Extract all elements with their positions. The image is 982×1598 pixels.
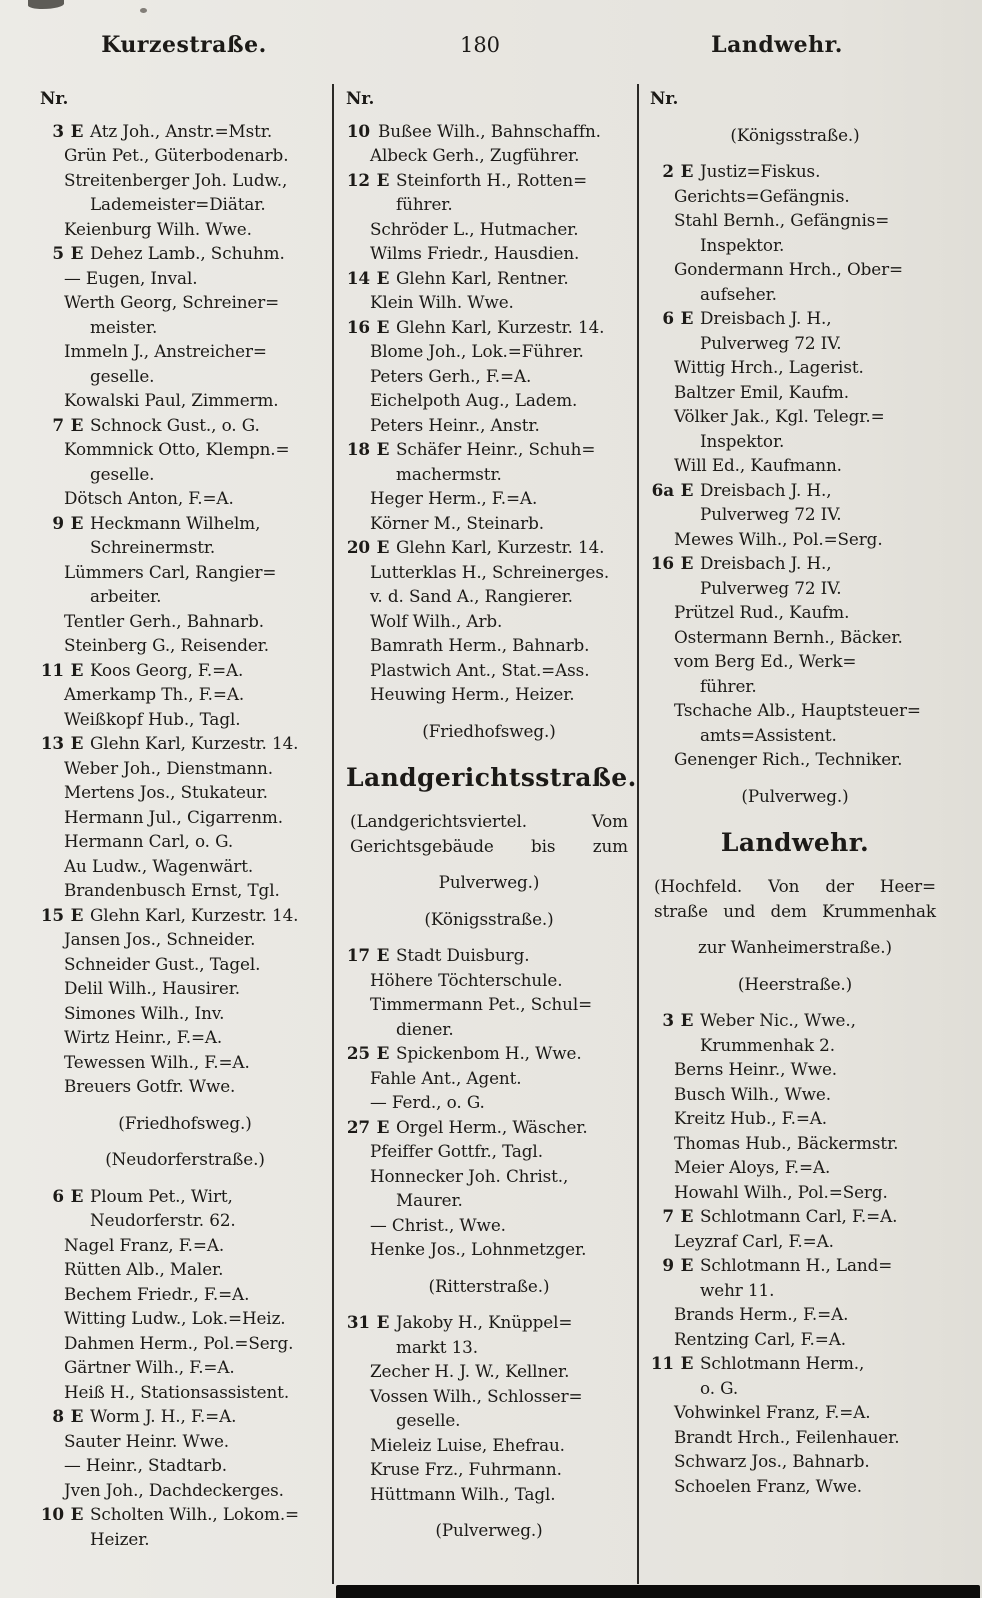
resident-line: Henke Jos., Lohnmetzger. — [370, 1239, 587, 1259]
house-number: 25 — [346, 1043, 370, 1063]
cross-street-label: (Ritterstraße.) — [428, 1275, 550, 1296]
house-number: 15 — [40, 904, 64, 925]
owner-marker: E — [376, 169, 390, 190]
owner-entry-line — [650, 551, 940, 576]
continuation-line: Heizer. — [90, 1528, 150, 1549]
house-number: 7 — [52, 414, 64, 435]
resident-line: Bamrath Herm., Bahnarb. — [370, 635, 590, 655]
column-divider-2 — [637, 84, 639, 1584]
continuation-line: machermstr. — [396, 463, 502, 484]
resident-line: Amerkamp Th., F.=A. — [64, 684, 245, 704]
owner-entry-line — [40, 658, 330, 683]
nr-column-label: Nr. — [40, 88, 69, 108]
house-number: 11 — [650, 1353, 674, 1373]
owner-marker: E — [680, 1353, 694, 1373]
owner-entry-line — [650, 1008, 940, 1033]
resident-line: Honnecker Joh. Christ., — [370, 1165, 569, 1186]
resident-line: Körner M., Steinarb. — [370, 512, 544, 533]
house-number: 8 — [52, 1406, 64, 1426]
owner-marker: E — [680, 479, 694, 500]
resident-line: Werth Georg, Schreiner= — [64, 292, 280, 312]
cross-street-label: (Neudorferstraße.) — [105, 1149, 265, 1169]
owner-marker: E — [70, 733, 84, 753]
house-number: 2 — [662, 161, 674, 181]
entry-text: Schäfer Heinr., Schuh= — [396, 439, 596, 459]
scan-speck-artifact — [140, 8, 147, 13]
street-heading: Landwehr. — [720, 828, 870, 857]
resident-line: Brandt Hrch., Feilenhauer. — [674, 1426, 900, 1447]
house-number: 27 — [346, 1116, 370, 1137]
resident-line: Simones Wilh., Inv. — [64, 1002, 225, 1023]
owner-entry-line — [346, 1041, 632, 1066]
owner-entry-line — [346, 535, 632, 560]
entry-text: Justiz=Fiskus. — [700, 161, 821, 181]
resident-line: Howahl Wilh., Pol.=Serg. — [674, 1181, 888, 1202]
resident-line: Au Ludw., Wagenwärt. — [64, 855, 254, 876]
continuation-line: geselle. — [90, 365, 155, 386]
resident-line: Jansen Jos., Schneider. — [64, 929, 256, 949]
entry-text: Stadt Duisburg. — [396, 945, 530, 965]
owner-entry-line — [40, 119, 330, 144]
entry-text: Glehn Karl, Kurzestr. 14. — [396, 537, 605, 557]
resident-line: Rütten Alb., Maler. — [64, 1259, 224, 1279]
resident-line: — Christ., Wwe. — [370, 1214, 506, 1235]
owner-entry-line — [346, 437, 632, 462]
house-number: 6a — [651, 479, 674, 500]
resident-line: Gondermann Hrch., Ober= — [674, 259, 903, 279]
continuation-line: Pulverweg 72 IV. — [700, 577, 842, 598]
continuation-line: markt 13. — [396, 1336, 478, 1357]
continuation-line: Inspektor. — [700, 430, 785, 451]
resident-line: Baltzer Emil, Kaufm. — [674, 381, 849, 402]
house-number: 5 — [52, 243, 64, 263]
resident-line: Hermann Jul., Cigarrenm. — [64, 806, 283, 827]
resident-line: Prützel Rud., Kaufm. — [674, 602, 850, 622]
continuation-line: aufseher. — [700, 283, 777, 304]
entry-text: Ploum Pet., Wirt, — [90, 1185, 233, 1206]
entry-text: Atz Joh., Anstr.=Mstr. — [90, 120, 273, 141]
owner-marker: E — [680, 553, 694, 573]
owner-entry-line — [650, 159, 940, 184]
resident-line: Völker Jak., Kgl. Telegr.= — [674, 406, 885, 426]
entry-text: Dehez Lamb., Schuhm. — [90, 243, 285, 263]
entry-text: Glehn Karl, Rentner. — [396, 267, 569, 288]
cross-street-label: (Königsstraße.) — [730, 124, 860, 145]
owner-entry-line — [40, 731, 330, 756]
page-number: 180 — [459, 33, 501, 57]
resident-line: Peters Heinr., Anstr. — [370, 414, 540, 435]
house-number: 9 — [52, 512, 64, 533]
resident-line: Brands Herm., F.=A. — [674, 1304, 849, 1324]
street-note-line: (Hochfeld. Von der Heer= — [654, 876, 936, 896]
house-number: 13 — [40, 733, 64, 753]
resident-line: Meier Aloys, F.=A. — [674, 1157, 831, 1177]
owner-entry-line — [346, 119, 632, 144]
owner-marker: E — [680, 1206, 694, 1226]
resident-line: Blome Joh., Lok.=Führer. — [370, 341, 584, 361]
resident-line: Berns Heinr., Wwe. — [674, 1059, 838, 1079]
house-number: 18 — [346, 439, 370, 459]
resident-line: Mieleiz Luise, Ehefrau. — [370, 1434, 565, 1455]
house-number: 12 — [346, 169, 370, 190]
directory-column-2 — [346, 86, 637, 1555]
cross-street-label: Pulverweg.) — [438, 872, 540, 892]
owner-marker: E — [376, 945, 390, 965]
resident-line: — Ferd., o. G. — [370, 1092, 485, 1112]
owner-marker: E — [70, 414, 84, 435]
street-note-line: straße und dem Krummenhak — [654, 900, 936, 921]
continuation-line: Inspektor. — [700, 234, 785, 255]
owner-entry-line — [650, 1351, 940, 1376]
owner-marker: E — [376, 439, 390, 459]
resident-line: Wolf Wilh., Arb. — [370, 610, 503, 631]
resident-line: Schoelen Franz, Wwe. — [674, 1475, 863, 1496]
resident-line: Will Ed., Kaufmann. — [674, 455, 842, 475]
house-number: 10 — [40, 1504, 64, 1524]
cross-street-label: (Friedhofsweg.) — [422, 720, 556, 741]
resident-line: Busch Wilh., Wwe. — [674, 1083, 831, 1104]
owner-entry-line — [40, 241, 330, 266]
entry-text: Jakoby H., Knüppel= — [396, 1312, 573, 1332]
resident-line: Kreitz Hub., F.=A. — [674, 1108, 828, 1128]
owner-entry-line — [346, 1115, 632, 1140]
owner-marker: E — [680, 161, 694, 181]
resident-line: Fahle Ant., Agent. — [370, 1067, 522, 1088]
entry-text: Schlotmann Herm., — [700, 1353, 865, 1373]
resident-line: Pfeiffer Gottfr., Tagl. — [370, 1141, 543, 1161]
continuation-line: Neudorferstr. 62. — [90, 1210, 236, 1230]
resident-line: vom Berg Ed., Werk= — [674, 651, 857, 671]
resident-line: — Eugen, Inval. — [64, 267, 198, 288]
resident-line: Wirtz Heinr., F.=A. — [64, 1027, 223, 1047]
cross-street-label: zur Wanheimerstraße.) — [698, 937, 892, 957]
resident-line: Weber Joh., Dienstmann. — [64, 757, 273, 778]
resident-line: Kommnick Otto, Klempn.= — [64, 439, 290, 459]
continuation-line: amts=Assistent. — [700, 724, 837, 745]
resident-line: Kruse Frz., Fuhrmann. — [370, 1459, 562, 1479]
owner-marker: E — [376, 1043, 390, 1063]
entry-text: Orgel Herm., Wäscher. — [396, 1116, 588, 1137]
resident-line: Höhere Töchterschule. — [370, 969, 563, 990]
house-number: 16 — [650, 553, 674, 573]
house-number: 6 — [662, 308, 674, 328]
resident-line: Sauter Heinr. Wwe. — [64, 1430, 230, 1451]
resident-line: Vossen Wilh., Schlosser= — [370, 1385, 583, 1406]
owner-marker: E — [680, 1010, 694, 1030]
resident-line: Nagel Franz, F.=A. — [64, 1234, 225, 1255]
directory-column-1 — [40, 86, 330, 1551]
continuation-line: führer. — [700, 675, 757, 696]
house-number: 3 — [662, 1010, 674, 1030]
continuation-line: Krummenhak 2. — [700, 1034, 835, 1055]
continuation-line: Maurer. — [396, 1190, 463, 1210]
entry-text: Bußee Wilh., Bahnschaffn. — [378, 120, 601, 141]
house-number: 17 — [346, 945, 370, 965]
owner-entry-line — [346, 266, 632, 291]
house-number: 7 — [662, 1206, 674, 1226]
nr-column-label: Nr. — [346, 88, 375, 108]
resident-line: Ostermann Bernh., Bäcker. — [674, 626, 903, 647]
resident-line: Eichelpoth Aug., Ladem. — [370, 390, 578, 410]
owner-entry-line — [40, 1404, 330, 1429]
owner-marker: E — [70, 120, 84, 141]
owner-entry-line — [40, 511, 330, 536]
entry-text: Heckmann Wilhelm, — [90, 512, 261, 533]
owner-entry-line — [650, 1204, 940, 1229]
owner-entry-line — [40, 1184, 330, 1209]
resident-line: Immeln J., Anstreicher= — [64, 341, 267, 361]
entry-text: Scholten Wilh., Lokom.= — [90, 1504, 300, 1524]
resident-line: Mertens Jos., Stukateur. — [64, 782, 268, 802]
resident-line: Brandenbusch Ernst, Tgl. — [64, 880, 280, 900]
owner-entry-line — [650, 306, 940, 331]
continuation-line: arbeiter. — [90, 586, 162, 606]
continuation-line: geselle. — [396, 1410, 461, 1430]
entry-text: Schnock Gust., o. G. — [90, 414, 260, 435]
owner-marker: E — [70, 243, 84, 263]
entry-text: Steinforth H., Rotten= — [396, 169, 588, 190]
resident-line: Weißkopf Hub., Tagl. — [64, 708, 241, 729]
resident-line: Kowalski Paul, Zimmerm. — [64, 390, 279, 410]
house-number: 6 — [52, 1185, 64, 1206]
owner-marker: E — [70, 1406, 84, 1426]
cross-street-label: (Heerstraße.) — [737, 973, 853, 994]
owner-marker: E — [680, 1255, 694, 1275]
continuation-line: Lademeister=Diätar. — [90, 194, 266, 214]
resident-line: Albeck Gerh., Zugführer. — [370, 145, 580, 165]
resident-line: Dahmen Herm., Pol.=Serg. — [64, 1332, 294, 1353]
street-note-line: Gerichtsgebäude bis zum — [350, 835, 628, 856]
resident-line: Dötsch Anton, F.=A. — [64, 488, 234, 508]
owner-entry-line — [40, 1502, 330, 1527]
resident-line: Gärtner Wilh., F.=A. — [64, 1357, 235, 1377]
owner-marker: E — [376, 316, 390, 337]
owner-entry-line — [40, 903, 330, 928]
directory-column-3 — [650, 86, 940, 1498]
resident-line: Grün Pet., Güterbodenarb. — [64, 145, 289, 165]
owner-entry-line — [346, 943, 632, 968]
resident-line: Wittig Hrch., Lagerist. — [674, 357, 864, 377]
owner-entry-line — [650, 478, 940, 503]
resident-line: Schneider Gust., Tagel. — [64, 953, 261, 974]
column-divider-1 — [332, 84, 334, 1584]
resident-line: Klein Wilh. Wwe. — [370, 292, 514, 312]
entry-text: Worm J. H., F.=A. — [90, 1406, 237, 1426]
resident-line: Lümmers Carl, Rangier= — [64, 561, 277, 582]
owner-marker: E — [70, 512, 84, 533]
resident-line: Tentler Gerh., Bahnarb. — [64, 610, 264, 631]
owner-entry-line — [346, 315, 632, 340]
house-number: 10 — [346, 120, 370, 141]
resident-line: Peters Gerh., F.=A. — [370, 365, 532, 386]
scan-ink-artifact — [28, 0, 64, 9]
entry-text: Spickenbom H., Wwe. — [396, 1043, 582, 1063]
entry-text: Koos Georg, F.=A. — [90, 659, 244, 680]
continuation-line: Schreinermstr. — [90, 537, 216, 557]
entry-text: Dreisbach J. H., — [700, 308, 832, 328]
entry-text: Glehn Karl, Kurzestr. 14. — [396, 316, 605, 337]
entry-text: Glehn Karl, Kurzestr. 14. — [90, 904, 299, 925]
owner-entry-line — [346, 1310, 632, 1335]
house-number: 16 — [346, 316, 370, 337]
house-number: 31 — [346, 1312, 370, 1332]
resident-line: Vohwinkel Franz, F.=A. — [674, 1402, 871, 1422]
resident-line: Genenger Rich., Techniker. — [674, 749, 903, 769]
owner-marker: E — [70, 1185, 84, 1206]
resident-line: Schwarz Jos., Bahnarb. — [674, 1451, 870, 1471]
resident-line: Thomas Hub., Bäckermstr. — [674, 1132, 899, 1153]
resident-line: Tschache Alb., Hauptsteuer= — [674, 700, 921, 720]
owner-marker: E — [376, 537, 390, 557]
running-head-right-street: Landwehr. — [711, 32, 843, 58]
owner-entry-line — [650, 1253, 940, 1278]
resident-line: Heger Herm., F.=A. — [370, 488, 538, 508]
cross-street-label: (Pulverweg.) — [435, 1520, 543, 1540]
continuation-line: meister. — [90, 316, 158, 337]
cross-street-label: (Pulverweg.) — [741, 785, 849, 806]
continuation-line: führer. — [396, 194, 453, 214]
resident-line: Heiß H., Stationsassistent. — [64, 1381, 290, 1402]
owner-entry-line — [346, 168, 632, 193]
owner-marker: E — [680, 308, 694, 328]
resident-line: Leyzraf Carl, F.=A. — [674, 1230, 834, 1251]
owner-marker: E — [376, 267, 390, 288]
house-number: 11 — [40, 659, 64, 680]
resident-line: Jven Joh., Dachdeckerges. — [64, 1479, 284, 1500]
entry-text: Schlotmann H., Land= — [700, 1255, 893, 1275]
resident-line: Hermann Carl, o. G. — [64, 831, 234, 851]
owner-marker: E — [70, 1504, 84, 1524]
resident-line: Mewes Wilh., Pol.=Serg. — [674, 528, 883, 549]
running-head-left-street: Kurzestraße. — [101, 32, 267, 58]
resident-line: Gerichts=Gefängnis. — [674, 185, 850, 206]
continuation-line: Pulverweg 72 IV. — [700, 504, 842, 524]
owner-marker: E — [376, 1116, 390, 1137]
resident-line: Delil Wilh., Hausirer. — [64, 978, 241, 998]
house-number: 14 — [346, 267, 370, 288]
entry-text: Glehn Karl, Kurzestr. 14. — [90, 733, 299, 753]
entry-text: Weber Nic., Wwe., — [700, 1010, 856, 1030]
entry-text: Schlotmann Carl, F.=A. — [700, 1206, 898, 1226]
resident-line: Bechem Friedr., F.=A. — [64, 1283, 250, 1304]
owner-marker: E — [70, 904, 84, 925]
cross-street-label: (Königsstraße.) — [424, 908, 554, 929]
resident-line: Rentzing Carl, F.=A. — [674, 1328, 846, 1349]
resident-line: Witting Ludw., Lok.=Heiz. — [64, 1308, 286, 1328]
owner-entry-line — [40, 413, 330, 438]
resident-line: Streitenberger Joh. Ludw., — [64, 169, 288, 190]
house-number: 9 — [662, 1255, 674, 1275]
resident-line: Steinberg G., Reisender. — [64, 635, 269, 655]
resident-line: v. d. Sand A., Rangierer. — [370, 586, 573, 606]
continuation-line: wehr 11. — [700, 1279, 775, 1300]
entry-text: Dreisbach J. H., — [700, 553, 832, 573]
street-heading: Landgerichtsstraße. — [346, 763, 637, 792]
resident-line: Lutterklas H., Schreinerges. — [370, 561, 610, 582]
cross-street-label: (Friedhofsweg.) — [118, 1112, 252, 1133]
resident-line: Zecher H. J. W., Kellner. — [370, 1361, 570, 1381]
nr-column-label: Nr. — [650, 88, 679, 108]
resident-line: Stahl Bernh., Gefängnis= — [674, 210, 890, 230]
resident-line: Timmermann Pet., Schul= — [370, 994, 593, 1014]
resident-line: — Heinr., Stadtarb. — [64, 1455, 227, 1475]
continuation-line: o. G. — [700, 1377, 739, 1398]
resident-line: Tewessen Wilh., F.=A. — [64, 1051, 250, 1072]
resident-line: Breuers Gotfr. Wwe. — [64, 1076, 236, 1096]
owner-marker: E — [376, 1312, 390, 1332]
continuation-line: geselle. — [90, 463, 155, 484]
entry-text: Dreisbach J. H., — [700, 479, 832, 500]
house-number: 20 — [346, 537, 370, 557]
continuation-line: Pulverweg 72 IV. — [700, 332, 842, 353]
continuation-line: diener. — [396, 1018, 454, 1039]
resident-line: Heuwing Herm., Heizer. — [370, 684, 575, 704]
resident-line: Hüttmann Wilh., Tagl. — [370, 1483, 556, 1504]
scan-edge-bar-artifact — [336, 1585, 980, 1598]
resident-line: Schröder L., Hutmacher. — [370, 218, 579, 239]
house-number: 3 — [52, 120, 64, 141]
resident-line: Plastwich Ant., Stat.=Ass. — [370, 659, 590, 680]
resident-line: Keienburg Wilh. Wwe. — [64, 218, 252, 239]
street-note-line: (Landgerichtsviertel. Vom — [350, 811, 628, 831]
owner-marker: E — [70, 659, 84, 680]
resident-line: Wilms Friedr., Hausdien. — [370, 243, 580, 263]
